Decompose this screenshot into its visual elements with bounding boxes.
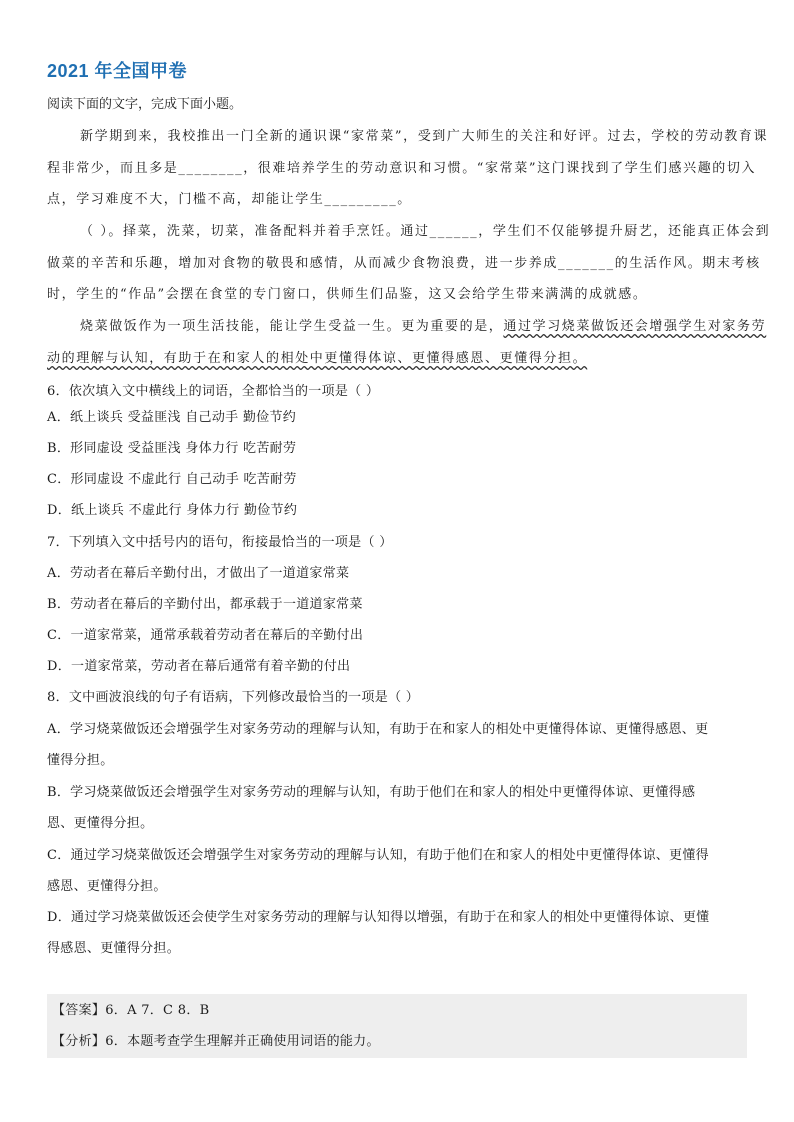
passage-p1-line2: 程非常少，而且多是________，很难培养学生的劳动意识和习惯。“家常菜”这门课找到了学生们感兴趣的切入	[47, 161, 757, 176]
question-7-option-d: D．一道家常菜，劳动者在幕后通常有着辛勤的付出	[47, 659, 351, 674]
passage-p2-line1: （ ）。择菜，洗菜，切菜，准备配料并着手烹饪。通过______，学生们不仅能够提升厨艺，还能真正体会到	[80, 224, 771, 239]
wavy-underlined-sentence-part2: 动的理解与认知，有助于在和家人的相处中更懂得体谅、更懂得感恩、更懂得分担。	[47, 351, 588, 366]
question-8-option-c-line2: 感恩、更懂得分担。	[47, 879, 167, 894]
passage-p3-line2	[47, 352, 587, 365]
passage-p3-plain: 烧菜做饭作为一项生活技能，能让学生受益一生。更为重要的是，	[80, 319, 504, 334]
question-6-option-a: A．纸上谈兵 受益匪浅 自己动手 勤俭节约	[47, 410, 297, 425]
analysis-line: 【分析】6．本题考查学生理解并正确使用词语的能力。	[52, 1034, 380, 1049]
question-8-option-b-line1: B．学习烧菜做饭还会增强学生对家务劳动的理解与认知，有助于他们在和家人的相处中更懂得体谅、更懂得感	[47, 785, 696, 800]
question-8-option-a-line2: 懂得分担。	[47, 753, 114, 768]
question-7: 7．下列填入文中括号内的语句，衔接最恰当的一项是（ ）	[47, 535, 393, 550]
answer-line: 【答案】6．A 7．C 8．B	[52, 1003, 210, 1018]
instruction-text: 阅读下面的文字，完成下面小题。	[47, 97, 243, 112]
question-7-option-b: B．劳动者在幕后的辛勤付出，都承载于一道道家常菜	[47, 597, 363, 612]
question-6-option-b: B．形同虚设 受益匪浅 身体力行 吃苦耐劳	[47, 441, 297, 456]
passage-p2-line2: 做菜的辛苦和乐趣，增加对食物的敬畏和感情，从而减少食物浪费，进一步养成_______的生活作风。期末考核	[47, 256, 761, 271]
passage-p3-line1	[80, 320, 766, 333]
passage-p2-line3: 时，学生的“作品”会摆在食堂的专门窗口，供师生们品鉴，这又会给学生带来满满的成就感。	[47, 287, 648, 302]
question-8-option-b-line2: 恩、更懂得分担。	[47, 816, 154, 831]
question-6-option-d: D．纸上谈兵 不虚此行 身体力行 勤俭节约	[47, 503, 298, 518]
question-7-option-a: A．劳动者在幕后辛勤付出，才做出了一道道家常菜	[47, 566, 350, 581]
question-6: 6．依次填入文中横线上的词语，全都恰当的一项是（ ）	[47, 384, 380, 399]
wavy-underlined-sentence-part1: 通过学习烧菜做饭还会增强学生对家务劳	[503, 319, 767, 334]
passage-p1-line3: 点，学习难度不大，门槛不高，却能让学生_________。	[47, 192, 412, 207]
question-8: 8．文中画波浪线的句子有语病，下列修改最恰当的一项是（ ）	[47, 690, 420, 705]
question-6-option-c: C．形同虚设 不虚此行 自己动手 吃苦耐劳	[47, 472, 297, 487]
passage-p1-line1: 新学期到来，我校推出一门全新的通识课“家常菜”，受到广大师生的关注和好评。过去，学校的劳动教育课	[80, 129, 769, 144]
question-8-option-d-line2: 得感恩、更懂得分担。	[47, 941, 181, 956]
question-8-option-a-line1: A．学习烧菜做饭还会增强学生对家务劳动的理解与认知，有助于在和家人的相处中更懂得体谅、更懂得感恩、更	[47, 722, 709, 737]
question-7-option-c: C．一道家常菜，通常承载着劳动者在幕后的辛勤付出	[47, 628, 364, 643]
exam-title: 2021 年全国甲卷	[47, 61, 188, 81]
question-8-option-c-line1: C．通过学习烧菜做饭还会增强学生对家务劳动的理解与认知，有助于他们在和家人的相处中更懂得体谅、更懂得	[47, 848, 709, 863]
question-8-option-d-line1: D．通过学习烧菜做饭还会使学生对家务劳动的理解与认知得以增强，有助于在和家人的相处中更懂得体谅、更懂	[47, 910, 710, 925]
